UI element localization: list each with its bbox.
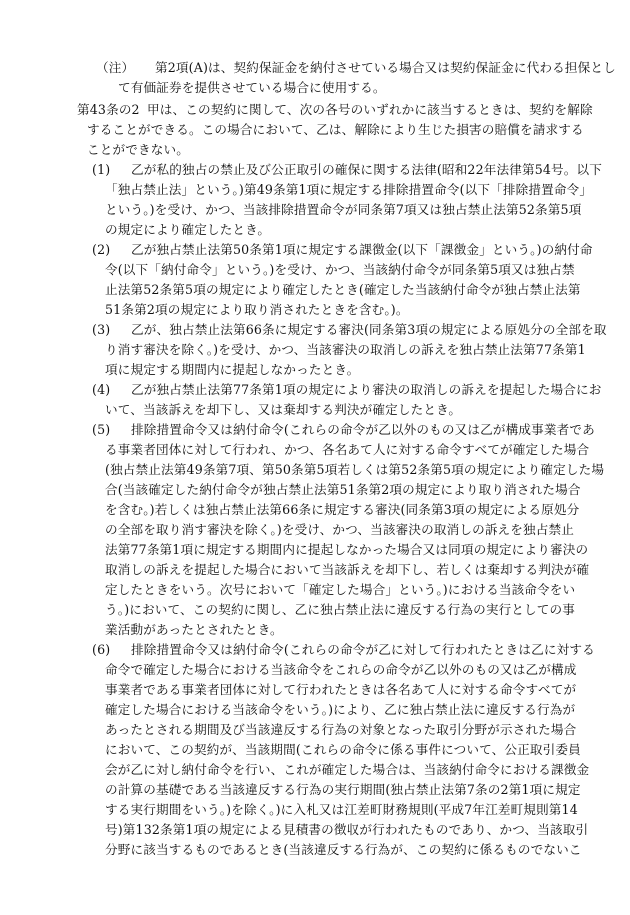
item-number: (6) [92,642,111,657]
item-text: 「独占禁止法」という。)第49条第1項に規定する排除措置命令(以下「排除措置命令」 [105,182,593,197]
item-text: の計算の基礎である当該違反する行為の実行期間(独占禁止法第7条の2第1項に規定 [105,782,581,797]
article-text: 甲は、この契約に関して、次の各号のいずれかに該当するときは、契約を解除 [147,102,593,117]
item-number: (3) [92,322,111,337]
note-text: て有価証券を提供させている場合に使用する。 [118,80,386,95]
note-text: 第2項(A)は、契約保証金を納付させている場合又は契約保証金に代わる担保とし [155,60,616,75]
item-3-line [56,340,586,360]
article-line-2 [56,120,584,140]
item-1-line [56,160,603,180]
item-6-line [56,740,581,760]
item-text: を含む。)若しくは独占禁止法第66条に規定する審決(同条第3項の規定による原処分 [105,502,580,517]
item-5-line [56,520,574,540]
item-list [56,160,607,860]
item-text: 排除措置命令又は納付命令(これらの命令が乙に対して行われたときは乙に対する [131,642,595,657]
item-text: 51条第2項の規定により取り消されたときを含む。)。 [105,302,409,317]
item-2-line [56,240,593,260]
item-text: 乙が独占禁止法第77条第1項の規定により審決の取消しの訴えを提起した場合にお [131,382,602,397]
item-6-line [56,680,577,700]
item-number: (4) [92,382,111,397]
item-text: 取消しの訴えを提起した場合において当該訴えを却下し、若しくは棄却する判決が確 [105,562,590,577]
item-text: 命令で確定した場合における当該命令をこれらの命令が乙以外のもの又は乙が構成 [105,662,577,677]
item-4-line [56,380,602,400]
item-text: 令(以下「納付命令」という。)を受け、かつ、当該納付命令が同条第5項又は独占禁 [105,262,575,277]
item-text: 事業者である事業者団体に対して行われたときは各名あて人に対する命令すべてが [105,682,577,697]
item-text: の全部を取り消す審決を除く。)を受け、かつ、当該審決の取消しの訴えを独占禁止 [105,522,575,537]
note-label: （注） [96,60,135,75]
item-text: 分野に該当するものであるとき(当該違反する行為が、この契約に係るものでないこ [105,842,582,857]
item-2-line [56,260,574,280]
article-label: 第43条の2 [77,102,140,117]
article-text: することができる。この場合において、乙は、解除により生じた損害の賠償を請求する [87,122,584,137]
item-text: (独占禁止法第49条第7項、第50条第5項若しくは第52条第5項の規定により確定した場 [105,462,605,477]
item-text: る事業者団体に対して行われ、かつ、各名あて人に対する命令すべてが確定した場合 [105,442,590,457]
item-5-line [56,540,589,560]
article-line-1 [56,100,593,120]
item-6-line [56,640,595,660]
item-5-line [56,460,605,480]
item-5-line [56,560,590,580]
item-6-line [56,760,590,780]
item-text: いて、当該訴えを却下し、又は棄却する判決が確定したとき。 [105,402,462,417]
item-6-line [56,720,577,740]
item-text: 項に規定する期間内に提起しなかったとき。 [105,362,360,377]
item-text: 確定した場合における当該命令をいう。)により、乙に独占禁止法に違反する行為が [105,702,576,717]
note-line-1 [56,58,616,78]
item-5-line [56,620,574,640]
item-3-line [56,320,607,340]
item-text: 会が乙に対し納付命令を行い、これが確定した場合は、当該納付命令における課徴金 [105,762,590,777]
item-2-line [56,300,574,320]
item-6-line [56,700,574,720]
item-text: 法第77条第1項に規定する期間内に提起しなかった場合又は同項の規定により審決の [105,542,589,557]
item-text: あったとされる期間及び当該違反する行為の対象となった取引分野が示された場合 [105,722,577,737]
item-2-line [56,280,581,300]
article-line-3 [56,140,574,160]
item-1-line [56,200,582,220]
item-6-line [56,820,589,840]
item-6-line [56,800,578,820]
item-5-line [56,420,595,440]
item-6-line [56,780,581,800]
item-5-line [56,500,580,520]
item-5-line [56,600,574,620]
item-text: する実行期間をいう。)を除く。)に入札又は江差町財務規則(平成7年江差町規則第14 [105,802,578,817]
item-text: 排除措置命令又は納付命令(これらの命令が乙以外のもの又は乙が構成事業者であ [131,422,595,437]
item-text: う。)において、この契約に関し、乙に独占禁止法に違反する行為の実行としての事 [105,602,576,617]
item-6-line [56,840,582,860]
item-text: 号)第132条第1項の規定による見積書の徴収が行われたものであり、かつ、当該取引 [105,822,589,837]
item-text: り消す審決を除く。)を受け、かつ、当該審決の取消しの訴えを独占禁止法第77条第1 [105,342,586,357]
item-1-line [56,220,574,240]
item-text: 乙が独占禁止法第50条第1項に規定する課徴金(以下「課徴金」という。)の納付命 [131,242,593,257]
item-number: (5) [92,422,111,437]
item-text: 業活動があったとされたとき。 [105,622,283,637]
item-number: (2) [92,242,111,257]
item-text: という。)を受け、かつ、当該排除措置命令が同条第7項又は独占禁止法第52条第5項 [105,202,582,217]
item-5-line [56,480,581,500]
item-4-line [56,400,574,420]
item-1-line [56,180,593,200]
item-text: 止法第52条第5項の規定により確定したとき(確定した当該納付命令が独占禁止法第 [105,282,581,297]
item-text: 乙が私的独占の禁止及び公正取引の確保に関する法律(昭和22年法律第54号。以下 [131,162,603,177]
item-5-line [56,580,574,600]
note-line-2 [56,78,574,98]
item-3-line [56,360,574,380]
item-text: において、この契約が、当該期間(これらの命令に係る事件について、公正取引委員 [105,742,581,757]
item-number: (1) [92,162,111,177]
item-text: 乙が、独占禁止法第66条に規定する審決(同条第3項の規定による原処分の全部を取 [131,322,607,337]
item-text: 合(当該確定した納付命令が独占禁止法第51条第2項の規定により取り消された場合 [105,482,581,497]
article-text: ことができない。 [87,142,189,157]
item-text: の規定により確定したとき。 [105,222,271,237]
item-text: 定したときをいう。次号において「確定した場合」という。)における当該命令をい [105,582,576,597]
item-6-line [56,660,577,680]
item-5-line [56,440,590,460]
